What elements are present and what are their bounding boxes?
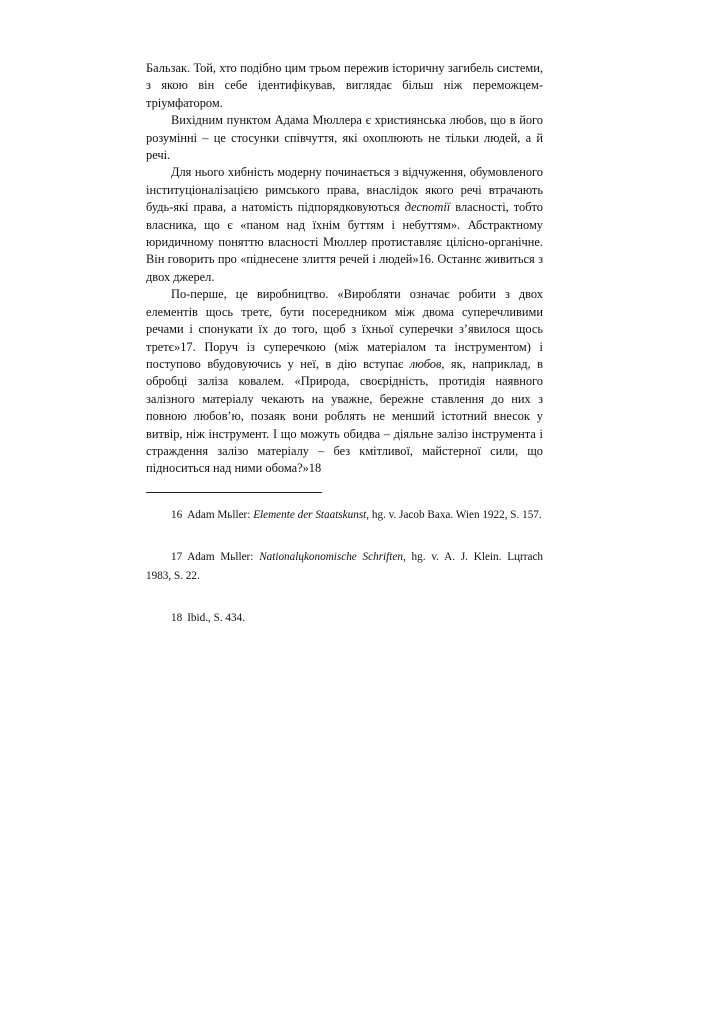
footnote-details: , hg. v. A. J. Klein. Lцrrach 1983, S. 22.	[146, 550, 544, 582]
footnote-details: , hg. v. Jacob Baxa. Wien 1922, S. 157.	[366, 508, 542, 521]
footnote-divider	[146, 492, 322, 493]
paragraph-3-text-b: власності, тобто власника, що є «паном над їхнім буттям і небуттям». Абстрактному юридичному поняттю власності Мюллер протиставляє цілісно-органічне. Він говорить про «піднесене злиття речей і людей»16. Останнє живиться з двох джерел.	[146, 200, 543, 284]
footnote-title: Nationalцkonomische Schriften	[259, 550, 403, 563]
body-paragraph-4	[146, 286, 543, 477]
paragraph-3-emphasis: деспотії	[404, 200, 451, 215]
footnote-author: Ibid., S. 434.	[187, 611, 245, 624]
footnote-17	[146, 548, 543, 586]
footnote-16	[146, 506, 543, 525]
footnote-author: Adam Mьller:	[187, 508, 254, 521]
footnote-18	[146, 609, 543, 628]
paragraph-3-text-a: Для нього хибність модерну починається з відчуження, обумовленого інституціоналізацією римського права, внаслідок якого речі втрачають будь-які права, а натомість підпорядковуються	[146, 165, 543, 215]
footnote-number: 18	[171, 611, 183, 624]
footnote-title: Elemente der Staatskunst	[253, 508, 367, 521]
document-page	[146, 60, 543, 651]
footnote-author: Adam Mьller:	[187, 550, 260, 563]
paragraph-4-text-a: По-перше, це виробництво. «Виробляти означає робити з двох елементів щось третє, бути посередником між двома суперечливими речами і спонукати їх до того, щоб з їхньої суперечки з’явилося щось третє»17. Поруч із суперечкою (між матеріалом та інструментом) і поступово вбудовуючись у неї, в дію вступає	[146, 287, 543, 371]
footnote-number: 17	[171, 550, 183, 563]
body-paragraph-2: Вихідним пунктом Адама Мюллера є християнська любов, що в його розумінні – це стосунки співчуття, які охоплюють не тільки людей, а й речі.	[146, 113, 543, 163]
footnote-number: 16	[171, 508, 183, 521]
body-paragraph-1: Бальзак. Той, хто подібно цим трьом пережив історичну загибель системи, з якою він себе ідентифікував, виглядає більш ніж переможцем-тріумфатором.	[146, 61, 543, 110]
paragraph-4-text-b: , як, наприклад, в обробці заліза ковалем. «Природа, своєрідність, протидія наявного залізного матеріалу чекають на уважне, бережне ставлення до них з повною любов’ю, позаяк вони роблять не менший істотний внесок у витвір, ніж інструмент. І що можуть обидва – діяльне залізо інструмента і страждення залізо матеріалу – без кмітливої, майстерної сили, що підноситься над ними обома?»18	[146, 356, 544, 476]
body-paragraph-3	[146, 164, 543, 286]
paragraph-4-emphasis: любов	[409, 356, 442, 371]
